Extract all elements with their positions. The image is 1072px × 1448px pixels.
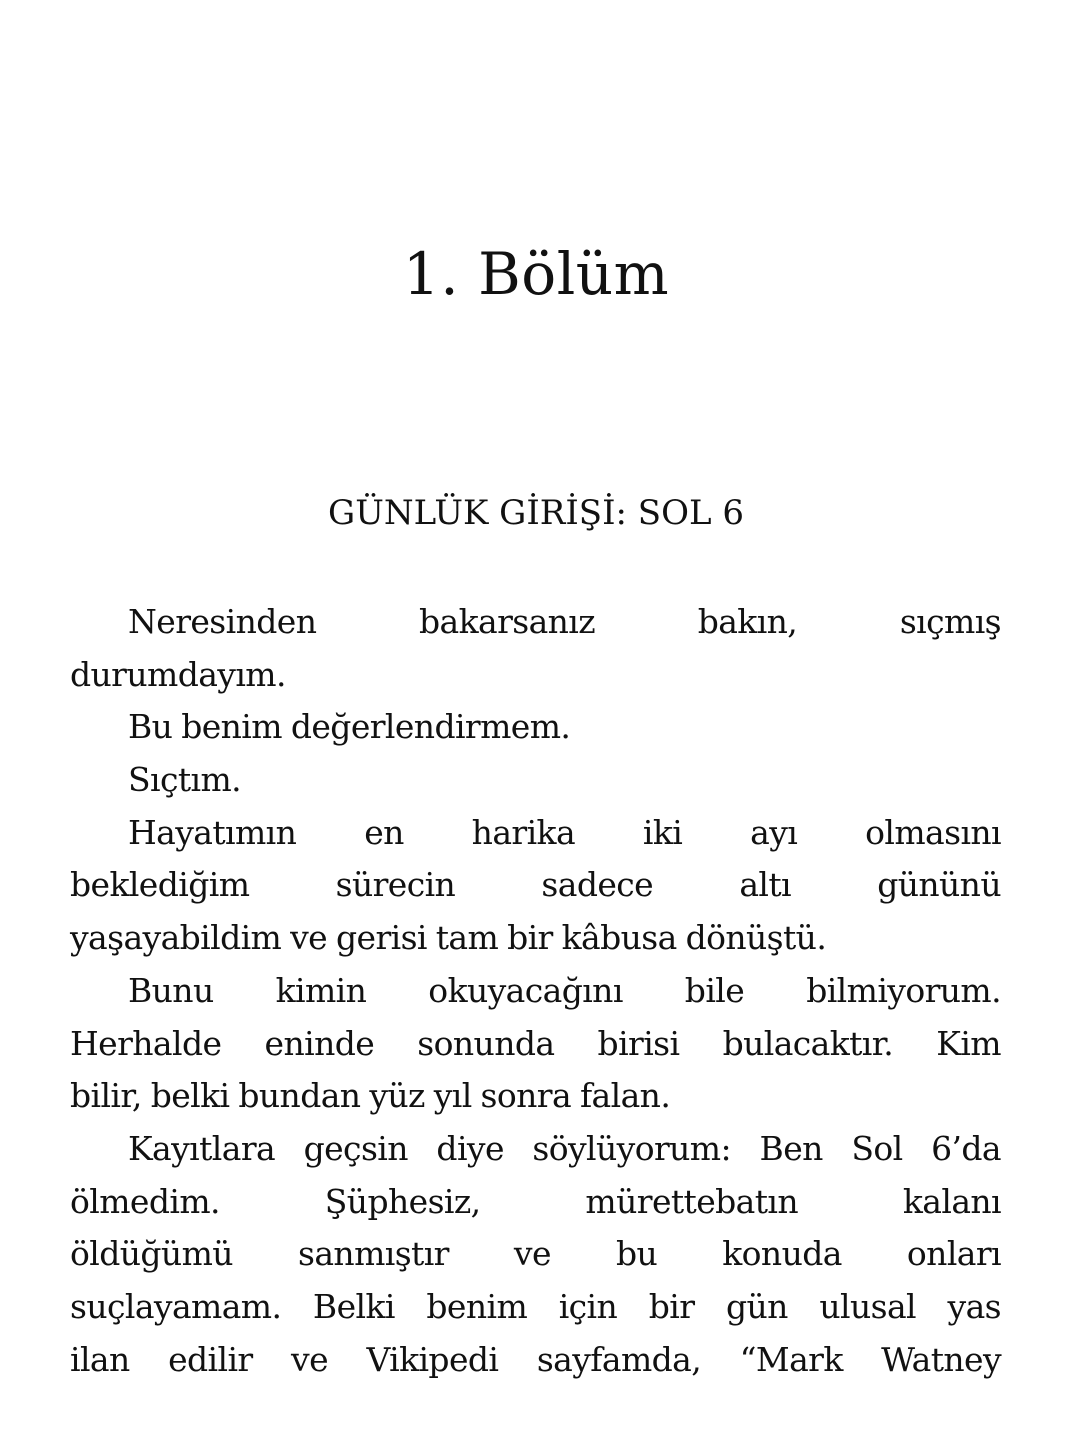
text-line: Herhalde eninde sonunda birisi bulacaktır. Kim: [70, 1023, 1001, 1063]
text-line: Kayıtlara geçsin diye söylüyorum: Ben Sol 6’da: [128, 1128, 1001, 1168]
text-line: durumdayım.: [70, 654, 286, 694]
body-text: [70, 596, 1001, 1386]
text-line: yaşayabildim ve gerisi tam bir kâbusa dönüştü.: [70, 918, 827, 958]
text-line: Neresinden bakarsanız bakın, sıçmış: [128, 602, 1001, 641]
text-line: beklediğim sürecin sadece altı gününü: [70, 865, 1001, 905]
chapter-title: 1. Bölüm: [402, 240, 670, 308]
text-line: ilan edilir ve Vikipedi sayfamda, “Mark Watney: [70, 1339, 1001, 1379]
text-line: Sıçtım.: [128, 760, 242, 800]
text-line: öldüğümü sanmıştır ve bu konuda onları: [70, 1234, 1001, 1274]
text-line: ölmedim. Şüphesiz, mürettebatın kalanı: [70, 1181, 1001, 1221]
text-line: bilir, belki bundan yüz yıl sonra falan.: [70, 1076, 671, 1116]
text-line: Hayatımın en harika iki ayı olmasını: [128, 812, 1001, 852]
text-line: suçlayamam. Belki benim için bir gün ulusal yas: [70, 1286, 1001, 1326]
text-line: Bu benim değerlendirmem.: [128, 707, 571, 747]
text-line: Bunu kimin okuyacağını bile bilmiyorum.: [128, 970, 1001, 1010]
section-heading: GÜNLÜK GİRİŞİ: SOL 6: [328, 493, 744, 533]
